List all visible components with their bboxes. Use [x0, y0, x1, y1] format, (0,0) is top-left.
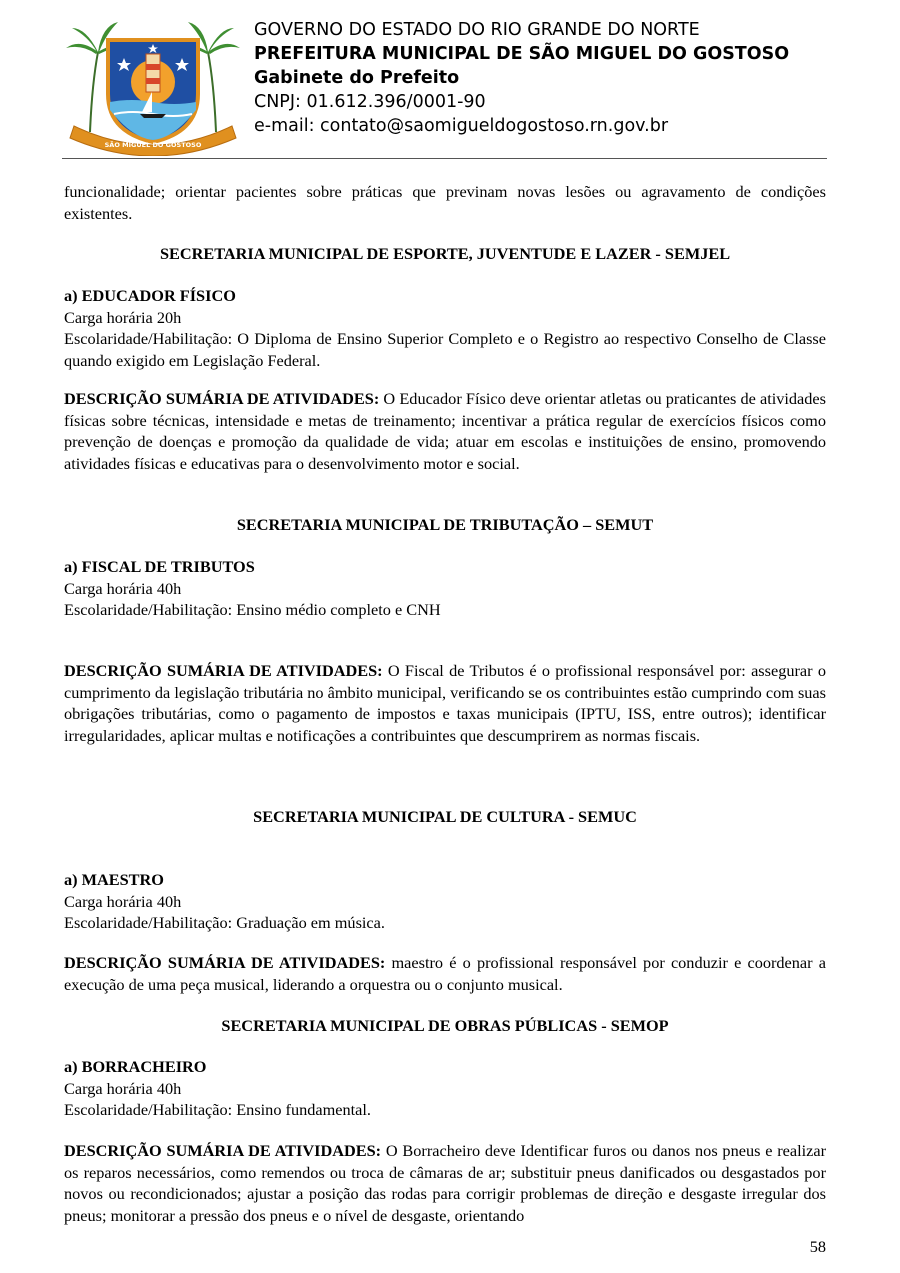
section-title-semjel: SECRETARIA MUNICIPAL DE ESPORTE, JUVENTUDE E LAZER - SEMJEL	[159, 244, 731, 263]
municipality-line: PREFEITURA MUNICIPAL DE SÃO MIGUEL DO GOSTOSO	[254, 44, 790, 64]
workload-text: Carga horária 20h	[64, 307, 182, 327]
municipal-coat-of-arms-logo	[62, 14, 244, 156]
description-label: DESCRIÇÃO SUMÁRIA DE ATIVIDADES:	[64, 953, 386, 972]
intro-paragraph: funcionalidade; orientar pacientes sobre práticas que previnam novas lesões ou agravamento de condições existentes.	[64, 182, 826, 223]
letterhead	[254, 18, 789, 138]
description-paragraph	[64, 660, 826, 746]
section-title-semut: SECRETARIA MUNICIPAL DE TRIBUTAÇÃO – SEMUT	[236, 515, 654, 534]
description-text: O Borracheiro deve Identificar furos ou danos nos pneus e realizar os reparos necessários, como remendos ou troca de câmaras de ar; substituir pneus danificados ou desgastados por novos ou recondicionados; ajustar a posição das rodas para corrigir problemas de direção e desgaste irregular dos pneus; monitorar a pressão dos pneus e o nível de desgaste, orientando	[64, 1141, 826, 1225]
state-government-line: GOVERNO DO ESTADO DO RIO GRANDE DO NORTE	[254, 20, 700, 40]
education-text: Escolaridade/Habilitação: Ensino fundamental.	[64, 1100, 371, 1120]
logo-ribbon-text: SÃO MIGUEL DO GOSTOSO	[104, 141, 202, 149]
description-label: DESCRIÇÃO SUMÁRIA DE ATIVIDADES:	[64, 1141, 382, 1160]
email-line: e-mail: contato@saomigueldogostoso.rn.gov.br	[254, 116, 669, 136]
description-paragraph	[64, 952, 826, 995]
section-title-semuc: SECRETARIA MUNICIPAL DE CULTURA - SEMUC	[253, 807, 637, 826]
section-semut-description	[64, 660, 826, 746]
workload-text: Carga horária 40h	[64, 1078, 182, 1098]
description-text: O Educador Físico deve orientar atletas ou praticantes de atividades físicas sobre técnicas, intensidade e metas de treinamento; incentivar a prática regular de exercícios físicos como prevenção de doenças e promoção da qualidade de vida; atuar em escolas e instituições de ensino, promovendo atividades físicas e educativas para o desenvolvimento motor e social.	[64, 389, 826, 473]
education-text: Escolaridade/Habilitação: Graduação em música.	[64, 913, 385, 933]
role-title: a) BORRACHEIRO	[64, 1057, 207, 1076]
role-title: a) EDUCADOR FÍSICO	[64, 286, 236, 305]
education-text: Escolaridade/Habilitação: O Diploma de Ensino Superior Completo e o Registro ao respectivo Conselho de Classe quando exigido em Legislação Federal.	[64, 329, 826, 370]
description-label: DESCRIÇÃO SUMÁRIA DE ATIVIDADES:	[64, 661, 383, 680]
description-text: O Fiscal de Tributos é o profissional responsável por: assegurar o cumprimento da legislação tributária no âmbito municipal, verificando se os contribuintes estão cumprindo com suas obrigações tributárias, como o pagamento de impostos e taxas municipais (IPTU, ISS, entre outros); identificar irregularidades, aplicar multas e notificações a contribuintes que descumprirem as normas fiscais.	[64, 661, 826, 745]
workload-text: Carga horária 40h	[64, 578, 182, 598]
workload-text: Carga horária 40h	[64, 891, 182, 911]
role-title: a) MAESTRO	[64, 870, 164, 889]
description-text: maestro é o profissional responsável por conduzir e coordenar a execução de uma peça musical, liderando a orquestra ou o conjunto musical.	[64, 953, 826, 994]
role-title: a) FISCAL DE TRIBUTOS	[64, 557, 255, 576]
cnpj-line: CNPJ: 01.612.396/0001-90	[254, 92, 486, 112]
section-semjel-body	[64, 285, 826, 371]
intro-paragraph-block	[64, 181, 826, 224]
section-semop-body	[64, 1056, 826, 1121]
office-line: Gabinete do Prefeito	[254, 68, 460, 88]
section-semut-body	[64, 556, 826, 621]
header-divider	[62, 158, 827, 159]
section-semuc-description	[64, 952, 826, 995]
education-text: Escolaridade/Habilitação: Ensino médio completo e CNH	[64, 600, 441, 620]
description-paragraph	[64, 1140, 826, 1226]
section-semuc-body	[64, 869, 826, 934]
description-paragraph	[64, 388, 826, 474]
page-number: 58	[809, 1237, 826, 1256]
section-semop-description	[64, 1140, 826, 1226]
section-semjel-description	[64, 388, 826, 474]
section-title-semop: SECRETARIA MUNICIPAL DE OBRAS PÚBLICAS - SEMOP	[221, 1016, 669, 1035]
description-label: DESCRIÇÃO SUMÁRIA DE ATIVIDADES:	[64, 389, 380, 408]
